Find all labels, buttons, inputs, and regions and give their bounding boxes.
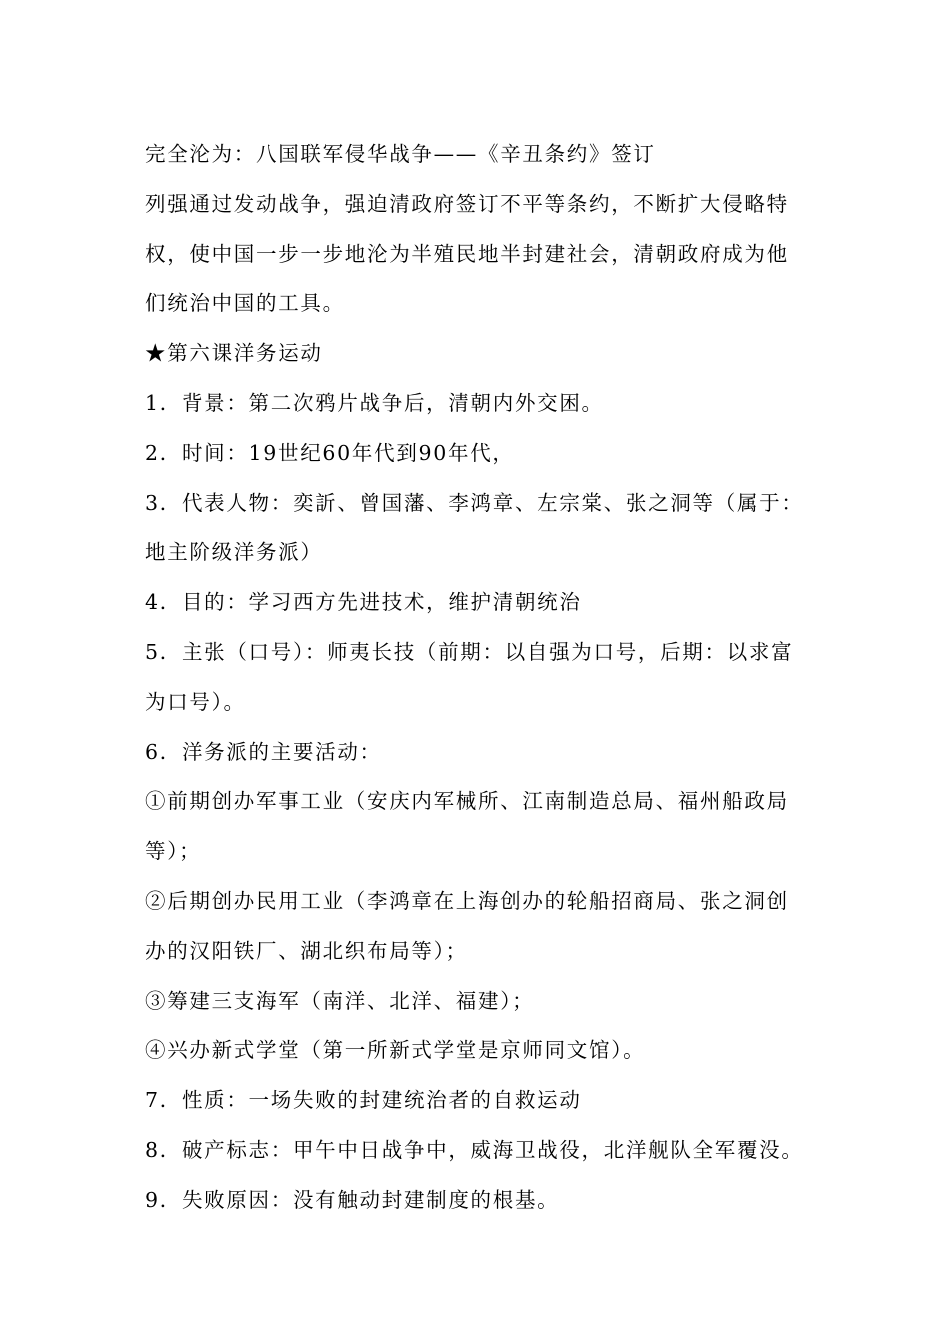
sub-item-civil-cont: 办的汉阳铁厂、湖北织布局等）；	[145, 938, 468, 963]
list-item-failure-sign: 8．破产标志：甲午中日战争中，威海卫战役，北洋舰队全军覆没。	[145, 1137, 804, 1162]
list-item-background: 1．背景：第二次鸦片战争后，清朝内外交困。	[145, 390, 604, 415]
list-item-figures-cont: 地主阶级洋务派）	[145, 540, 323, 565]
list-item-slogan-cont: 为口号）。	[145, 689, 246, 714]
list-item-slogan: 5．主张（口号）：师夷长技（前期：以自强为口号，后期：以求富	[145, 639, 794, 664]
list-item-figures: 3．代表人物：奕訢、曾国藩、李鸿章、左宗棠、张之洞等（属于：	[145, 490, 804, 515]
sub-item-civil: ②后期创办民用工业（李鸿章在上海创办的轮船招商局、张之洞创	[145, 888, 789, 913]
text-line-3: 权，使中国一步一步地沦为半殖民地半封建社会，清朝政府成为他	[145, 241, 789, 266]
list-item-activities: 6．洋务派的主要活动：	[145, 739, 382, 764]
document-body	[145, 130, 810, 1226]
sub-item-navy: ③筹建三支海军（南洋、北洋、福建）；	[145, 988, 535, 1013]
sub-item-military-cont: 等）；	[145, 839, 202, 864]
section-heading: ★第六课洋务运动	[145, 341, 323, 366]
text-line-1: 完全沦为：八国联军侵华战争——《辛丑条约》签订	[145, 142, 656, 166]
text-line-4: 们统治中国的工具。	[145, 291, 345, 316]
sub-item-schools: ④兴办新式学堂（第一所新式学堂是京师同文馆）。	[145, 1038, 646, 1063]
list-item-purpose: 4．目的：学习西方先进技术，维护清朝统治	[145, 590, 582, 615]
list-item-time: 2．时间：19世纪60年代到90年代，	[145, 440, 515, 465]
text-line-2: 列强通过发动战争，强迫清政府签订不平等条约，不断扩大侵略特	[145, 191, 789, 216]
sub-item-military: ①前期创办军事工业（安庆内军械所、江南制造总局、福州船政局	[145, 789, 789, 814]
list-item-failure-reason: 9．失败原因：没有触动封建制度的根基。	[145, 1187, 560, 1212]
list-item-nature: 7．性质：一场失败的封建统治者的自救运动	[145, 1088, 582, 1113]
